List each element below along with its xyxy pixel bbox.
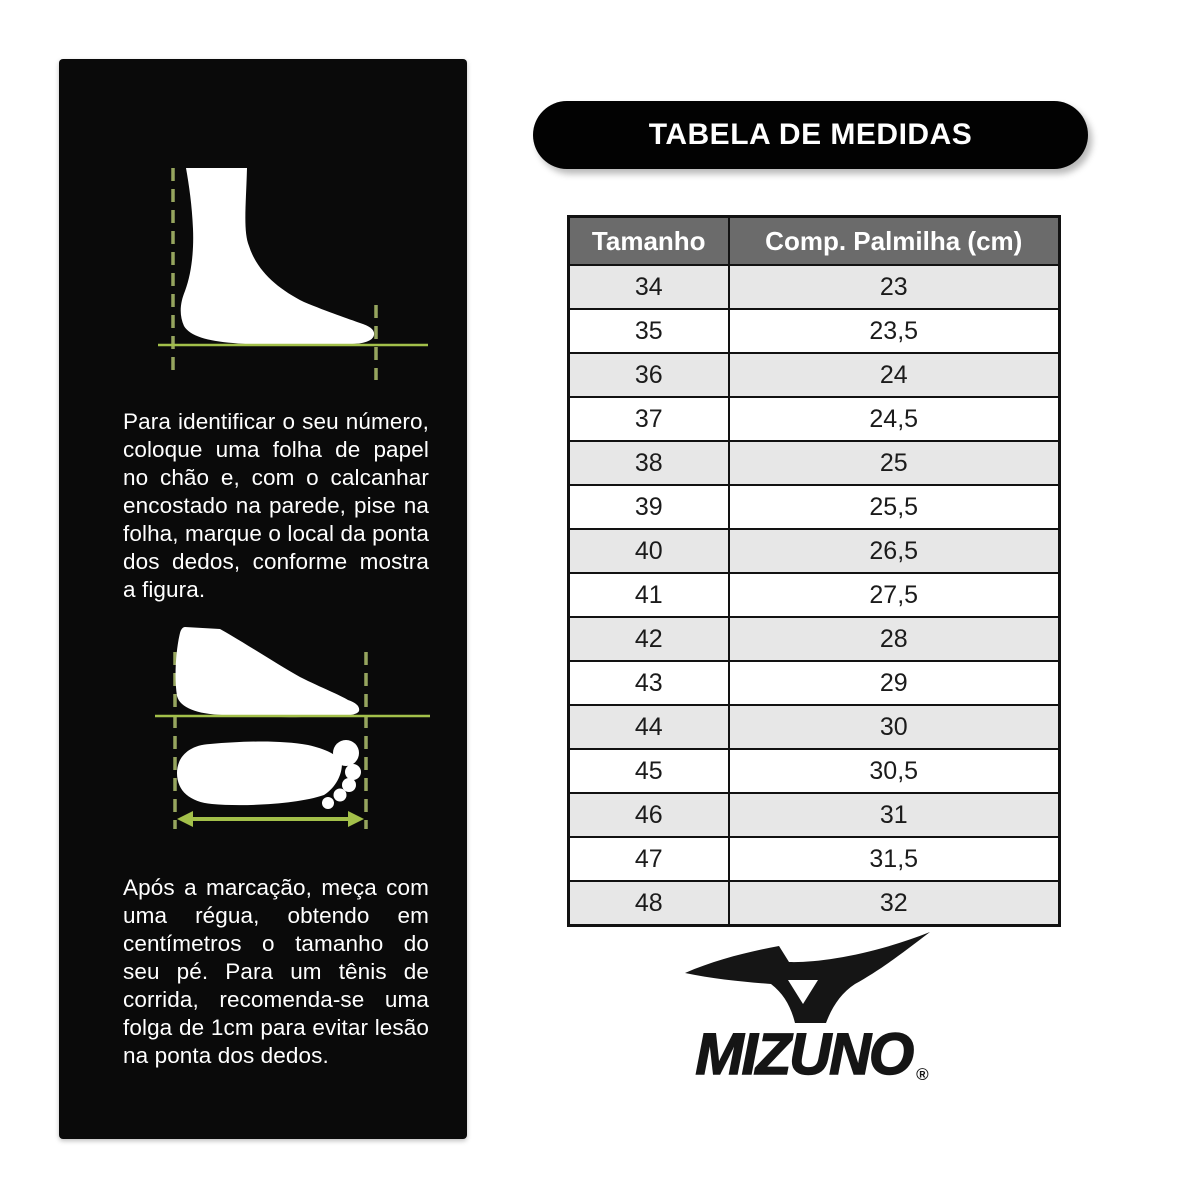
table-row (569, 309, 1060, 353)
size-cell: 39 (569, 485, 729, 529)
size-cell: 41 (569, 573, 729, 617)
footprint-icon (177, 740, 361, 809)
mizuno-wordmark (695, 1022, 929, 1095)
size-cell: 37 (569, 397, 729, 441)
instruction-paragraph-1: Para identificar o seu número, coloque uma folha de papel no chão e, com o calcanhar encostado na parede, pise na folha, marque o local da ponta dos dedos, conforme mostra a figura. (123, 408, 429, 602)
instructions-panel (59, 59, 467, 1139)
header-size: Tamanho (569, 217, 729, 266)
size-chart-title-banner (533, 101, 1088, 169)
size-cell: 42 (569, 617, 729, 661)
size-cell: 44 (569, 705, 729, 749)
insole-cell: 24 (729, 353, 1060, 397)
size-chart-table (567, 215, 1061, 927)
size-cell: 40 (569, 529, 729, 573)
table-row (569, 573, 1060, 617)
table-row (569, 881, 1060, 926)
insole-cell: 32 (729, 881, 1060, 926)
table-row (569, 441, 1060, 485)
size-cell: 48 (569, 881, 729, 926)
insole-cell: 23 (729, 265, 1060, 309)
registered-trademark-icon: ® (916, 1065, 929, 1084)
brand-name: MIZUNO (695, 1022, 913, 1087)
insole-cell: 26,5 (729, 529, 1060, 573)
size-cell: 47 (569, 837, 729, 881)
insole-cell: 31 (729, 793, 1060, 837)
table-row (569, 617, 1060, 661)
insole-cell: 29 (729, 661, 1060, 705)
insole-cell: 25 (729, 441, 1060, 485)
size-cell: 43 (569, 661, 729, 705)
foot-side-icon (181, 168, 374, 345)
insole-cell: 23,5 (729, 309, 1060, 353)
table-header-row (569, 217, 1060, 266)
size-cell: 34 (569, 265, 729, 309)
size-cell: 36 (569, 353, 729, 397)
insole-cell: 24,5 (729, 397, 1060, 441)
table-row (569, 397, 1060, 441)
foot-side-icon (176, 627, 360, 717)
insole-cell: 31,5 (729, 837, 1060, 881)
insole-cell: 25,5 (729, 485, 1060, 529)
size-cell: 38 (569, 441, 729, 485)
table-row (569, 265, 1060, 309)
instruction-paragraph-2: Após a marcação, meça com uma régua, obtendo em centímetros o tamanho do seu pé. Para um tênis de corrida, recomenda-se uma folga de 1cm para evitar lesão na ponta dos dedos. (123, 874, 429, 1068)
size-cell: 46 (569, 793, 729, 837)
foot-length-measure-illustration (150, 601, 440, 849)
table-row (569, 705, 1060, 749)
length-arrow (177, 811, 364, 827)
insole-cell: 28 (729, 617, 1060, 661)
foot-heel-wall-illustration (150, 113, 440, 385)
table-row (569, 661, 1060, 705)
table-row (569, 353, 1060, 397)
table-row (569, 485, 1060, 529)
table-row (569, 793, 1060, 837)
header-insole: Comp. Palmilha (cm) (729, 217, 1060, 266)
size-chart-title: TABELA DE MEDIDAS (648, 118, 973, 151)
table-row (569, 837, 1060, 881)
mizuno-logo (668, 930, 952, 1095)
mizuno-runbird-icon (685, 930, 935, 1027)
insole-cell: 30 (729, 705, 1060, 749)
insole-cell: 27,5 (729, 573, 1060, 617)
size-cell: 35 (569, 309, 729, 353)
insole-cell: 30,5 (729, 749, 1060, 793)
table-row (569, 529, 1060, 573)
table-row (569, 749, 1060, 793)
size-cell: 45 (569, 749, 729, 793)
